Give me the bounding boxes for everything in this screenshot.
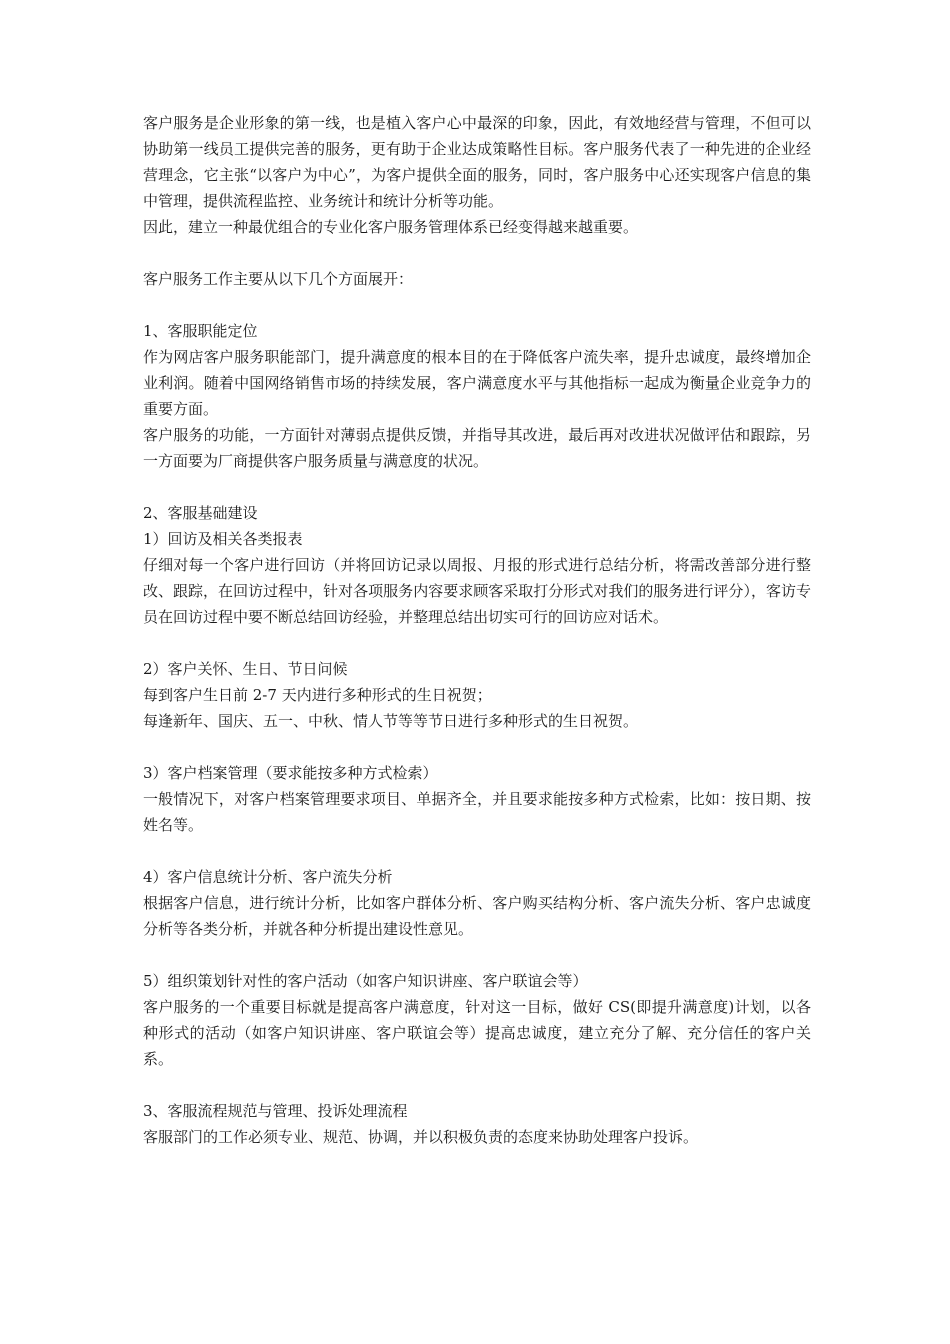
- blank-line: [143, 1072, 811, 1098]
- subsection-heading: 4）客户信息统计分析、客户流失分析: [143, 868, 393, 886]
- overview-line: 客户服务工作主要从以下几个方面展开：: [143, 270, 414, 288]
- body-paragraph: 一般情况下，对客户档案管理要求项目、单据齐全，并且要求能按多种方式检索，比如：按日期、按姓名等。: [143, 790, 811, 834]
- blank-line: [143, 474, 811, 500]
- subsection-heading: 5）组织策划针对性的客户活动（如客户知识讲座、客户联谊会等）: [143, 972, 588, 990]
- subsection-heading: 1）回访及相关各类报表: [143, 530, 303, 548]
- blank-line: [143, 942, 811, 968]
- body-paragraph: 根据客户信息，进行统计分析，比如客户群体分析、客户购买结构分析、客户流失分析、客户忠诚度分析等各类分析，并就各种分析提出建设性意见。: [143, 894, 811, 938]
- body-paragraph: 仔细对每一个客户进行回访（并将回访记录以周报、月报的形式进行总结分析，将需改善部分进行整改、跟踪，在回访过程中，针对各项服务内容要求顾客采取打分形式对我们的服务进行评分），客访专员在回访过程中要不断总结回访经验，并整理总结出切实可行的回访应对话术。: [143, 556, 811, 626]
- subsection-heading: 2）客户关怀、生日、节日问候: [143, 660, 348, 678]
- blank-line: [143, 630, 811, 656]
- body-paragraph: 作为网店客户服务职能部门，提升满意度的根本目的在于降低客户流失率，提升忠诚度，最终增加企业利润。随着中国网络销售市场的持续发展，客户满意度水平与其他指标一起成为衡量企业竞争力的重要方面。: [143, 348, 811, 418]
- intro-conclusion: 因此，建立一种最优组合的专业化客户服务管理体系已经变得越来越重要。: [143, 218, 639, 236]
- section-heading: 2、客服基础建设: [143, 504, 258, 522]
- document-body: [143, 110, 811, 1150]
- blank-line: [143, 292, 811, 318]
- section-heading: 3、客服流程规范与管理、投诉处理流程: [143, 1102, 408, 1120]
- body-paragraph: 客户服务的功能，一方面针对薄弱点提供反馈，并指导其改进，最后再对改进状况做评估和跟踪，另一方面要为厂商提供客户服务质量与满意度的状况。: [143, 426, 811, 470]
- section-heading: 1、客服职能定位: [143, 322, 258, 340]
- blank-line: [143, 734, 811, 760]
- intro-paragraph: 客户服务是企业形象的第一线，也是植入客户心中最深的印象，因此，有效地经营与管理，不但可以协助第一线员工提供完善的服务，更有助于企业达成策略性目标。客户服务代表了一种先进的企业经营理念，它主张“以客户为中心”，为客户提供全面的服务，同时，客户服务中心还实现客户信息的集中管理，提供流程监控、业务统计和统计分析等功能。: [143, 114, 811, 210]
- subsection-heading: 3）客户档案管理（要求能按多种方式检索）: [143, 764, 438, 782]
- blank-line: [143, 240, 811, 266]
- blank-line: [143, 838, 811, 864]
- body-paragraph: 每逢新年、国庆、五一、中秋、情人节等等节日进行多种形式的生日祝贺。: [143, 712, 639, 730]
- body-paragraph: 客户服务的一个重要目标就是提高客户满意度，针对这一目标，做好 CS(即提升满意度)计划，以各种形式的活动（如客户知识讲座、客户联谊会等）提高忠诚度，建立充分了解、充分信任的客户关系。: [143, 998, 811, 1068]
- body-paragraph: 客服部门的工作必须专业、规范、协调，并以积极负责的态度来协助处理客户投诉。: [143, 1128, 699, 1146]
- body-paragraph: 每到客户生日前 2-7 天内进行多种形式的生日祝贺；: [143, 686, 492, 704]
